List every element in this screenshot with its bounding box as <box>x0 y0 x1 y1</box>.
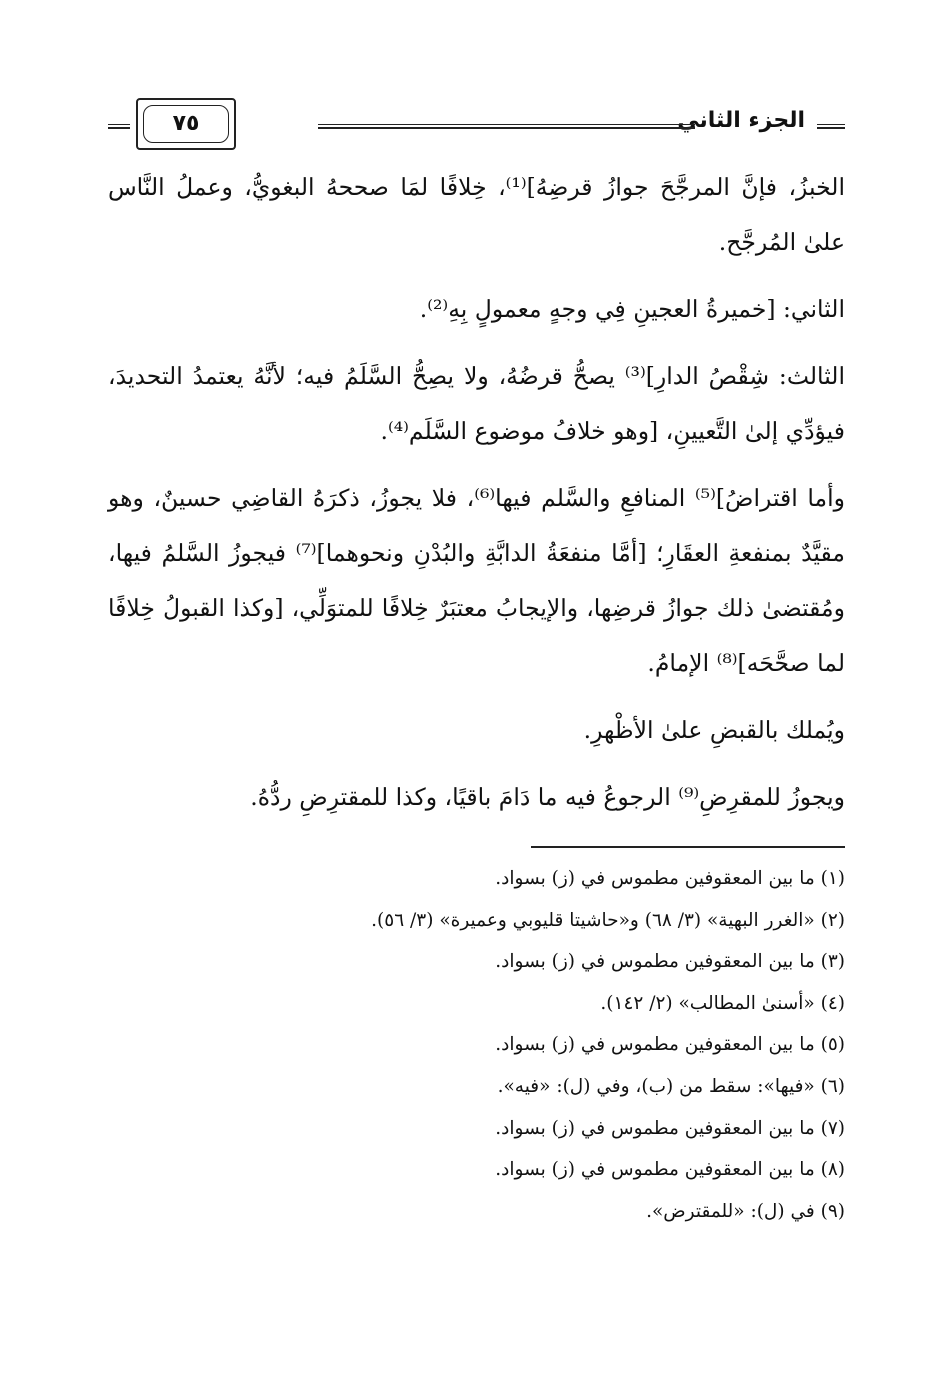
paragraph: الثاني: [خميرةُ العجينِ فِي وجهٍ معمولٍ بِهِ⁽²⁾. <box>419 295 845 323</box>
footnote: (٩) في (ل): «للمقترض». <box>646 1200 845 1222</box>
page-number: ٧٥ <box>172 111 200 136</box>
page-header <box>108 96 845 154</box>
paragraph: وأما اقتراضُ]⁽⁵⁾ المنافعِ والسَّلم فيها⁽⁶⁾، فلا يجوزُ، ذكرَهُ القاضِي حسينٌ، وهو مقيَّدٌ بمنفعةِ العقَارِ؛ [أمَّا منفعَةُ الدابَّةِ والبُدْنِ ونحوهما]⁽⁷⁾ فيجوزُ السَّلمُ فيها، ومُقتضىٰ ذلك جوازُ قرضِها، والإيجابُ معتبَرٌ خِلافًا للمتوَلِّي، [وكذا القبولُ خِلافًا لما صحَّحَه]⁽⁸⁾ الإمامُ. <box>108 484 846 677</box>
header-rule-right <box>817 124 845 129</box>
footnote: (٥) ما بين المعقوفين مطموس في (ز) بسواد. <box>495 1034 845 1056</box>
footnote-separator <box>531 846 845 848</box>
footnote: (٧) ما بين المعقوفين مطموس في (ز) بسواد. <box>495 1117 845 1139</box>
page-number-frame <box>136 98 308 150</box>
footnote: (٤) «أسنىٰ المطالب» (٢/ ١٤٢). <box>600 992 845 1014</box>
footnotes <box>108 858 845 1232</box>
header-rule <box>318 124 695 129</box>
main-text <box>108 160 845 837</box>
footnote: (٢) «الغرر البهية» (٣/ ٦٨) و«حاشيتا قليوبي وعميرة» (٣/ ٥٦). <box>371 909 845 931</box>
footnote: (٦) «فيها»: سقط من (ب)، وفي (ل): «فيه». <box>497 1075 845 1097</box>
paragraph: ويُملك بالقبضِ علىٰ الأظْهرِ. <box>583 716 845 744</box>
paragraph: الثالث: شِقْصُ الدارِ]⁽³⁾ يصحُّ قرضُهُ، ولا يصِحُّ السَّلَمُ فيه؛ لأنَّهُ يعتمدُ التحديدَ، فيؤدِّي إلىٰ التَّعيينِ، [وهو خلافُ موضوع السَّلَم⁽⁴⁾. <box>108 362 845 445</box>
paragraph: الخبزُ، فإنَّ المرجَّحَ جوازُ قرضِهُ]⁽¹⁾، خِلافًا لمَا صححهُ البغويُّ، وعملُ النَّاس علىٰ المُرجَّح. <box>108 173 845 256</box>
footnote: (٨) ما بين المعقوفين مطموس في (ز) بسواد. <box>495 1159 845 1181</box>
footnote: (١) ما بين المعقوفين مطموس في (ز) بسواد. <box>495 868 845 889</box>
footnote: (٣) ما بين المعقوفين مطموس في (ز) بسواد. <box>495 951 845 973</box>
part-title: الجزء الثاني <box>677 108 805 133</box>
paragraph: ويجوزُ للمقرِضِ⁽⁹⁾ الرجوعُ فيه ما دَامَ باقيًا، وكذا للمقترِضِ ردُّهُ. <box>250 783 845 811</box>
header-rule-left <box>108 124 130 129</box>
